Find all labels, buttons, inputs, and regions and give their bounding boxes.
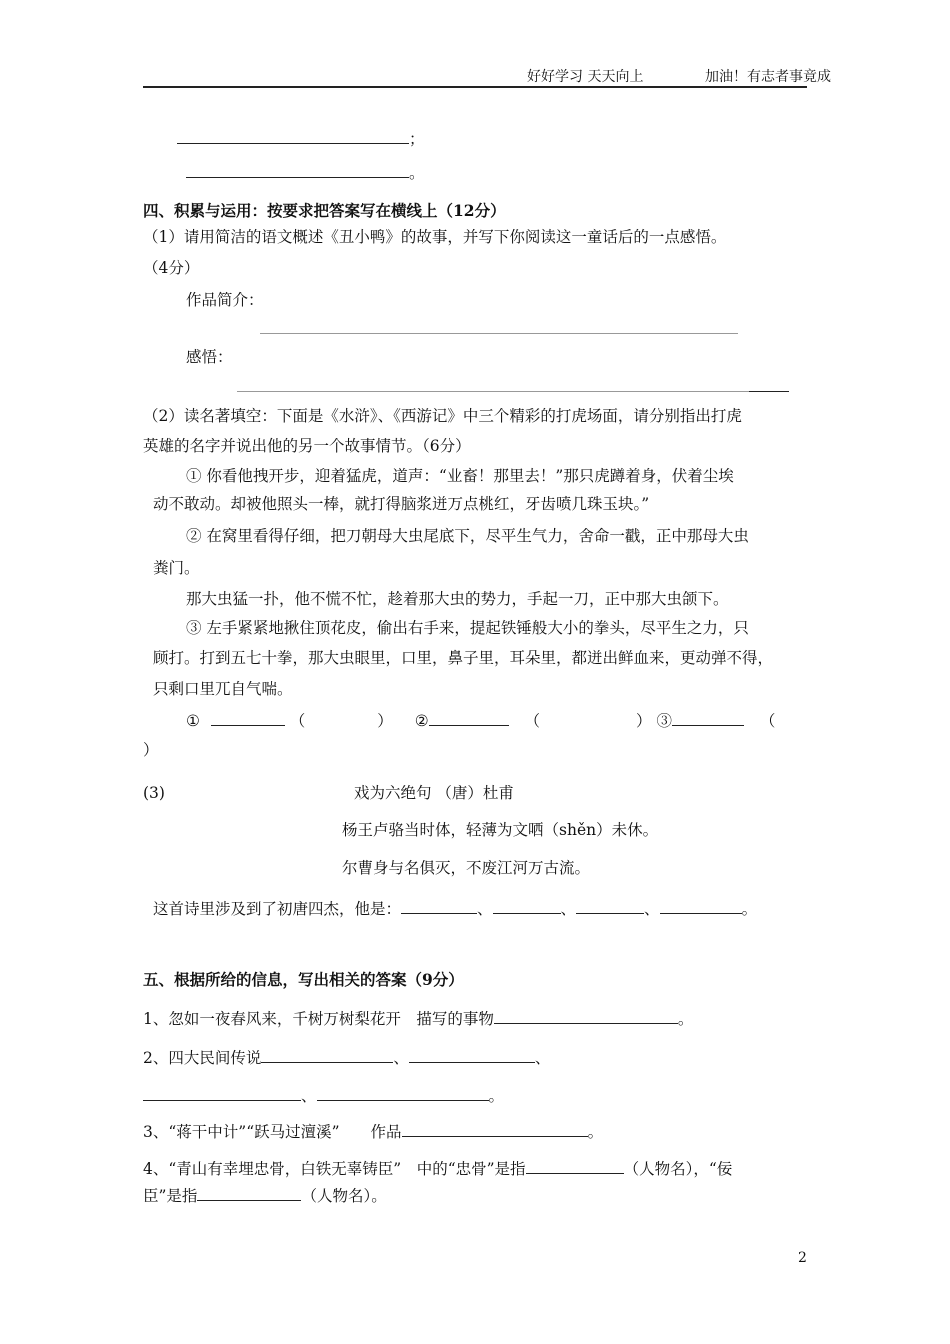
s5-q4-line1: 4、“青山有幸埋忠骨，白铁无辜铸臣” 中的“忠骨”是指 （人物名），“佞 xyxy=(143,1157,732,1179)
q3-blank-2[interactable] xyxy=(493,897,561,914)
q3-blank-4[interactable] xyxy=(660,897,742,914)
s5-q2-blank-4[interactable] xyxy=(317,1084,489,1101)
passage3-line1: ③ 左手紧紧地揪住顶花皮，偷出右手来，提起铁锤般大小的拳头，尽平生之力，只 xyxy=(186,619,749,637)
q1-line1: （1）请用简洁的语文概述《丑小鸭》的故事，并写下你阅读这一童话后的一点感悟。 xyxy=(143,228,727,246)
q1-feel-answer-line[interactable] xyxy=(237,391,749,392)
s5-q4-blank-1[interactable] xyxy=(526,1157,624,1174)
passage2-line3: 那大虫猛一扑，他不慌不忙，趁着那大虫的势力，手起一刀，正中那大虫颌下。 xyxy=(186,590,729,608)
s5-q2-blank-3[interactable] xyxy=(143,1084,301,1101)
q1-intro-label: 作品简介： xyxy=(186,291,264,309)
q1-intro-answer-line[interactable] xyxy=(260,333,738,334)
passage3-line3: 只剩口里兀自气喘。 xyxy=(153,680,293,698)
s5-q1: 1、忽如一夜春风来，千树万树梨花开 描写的事物 。 xyxy=(143,1007,693,1029)
poem-title: 戏为六绝句 （唐）杜甫 xyxy=(354,784,514,802)
s5-q2-blank-2[interactable] xyxy=(409,1046,535,1063)
header-rule xyxy=(143,86,807,88)
q2-line1: （2）读名著填空：下面是《水浒》、《西游记》中三个精彩的打虎场面，请分别指出打虎 xyxy=(143,407,742,425)
passage1-line2: 动不敢动。却被他照头一棒，就打得脑浆迸万点桃红，牙齿喷几珠玉块。” xyxy=(153,495,650,513)
s5-q2-cont: 、 。 xyxy=(143,1084,504,1106)
q1-line2: （4分） xyxy=(143,259,200,277)
q1-feel-answer-line-end xyxy=(749,391,789,392)
header-left: 好好学习 天天向上 xyxy=(527,69,644,85)
q3-blank-3[interactable] xyxy=(576,897,644,914)
answer-row-close-paren: ） xyxy=(143,741,159,759)
q1-feel-label: 感悟： xyxy=(186,348,233,366)
s5-q2-blank-1[interactable] xyxy=(261,1046,393,1063)
answer-3-blank[interactable] xyxy=(672,709,744,726)
answer-row: ① （ ） ② （ ） ③ （ xyxy=(186,709,775,731)
s5-q4-line2: 臣”是指 （人物名）。 xyxy=(143,1184,387,1206)
passage1-line1: ① 你看他拽开步，迎着猛虎，道声：“业畜！那里去！”那只虎蹲着身，伏着尘埃 xyxy=(186,467,734,485)
top-blank-1: ； xyxy=(177,127,425,149)
q2-line2: 英雄的名字并说出他的另一个故事情节。（6分） xyxy=(143,437,471,455)
passage3-line2: 顾打。打到五七十拳，那大虫眼里，口里，鼻子里，耳朵里，都迸出鲜血来，更动弹不得， xyxy=(153,649,774,667)
page-number: 2 xyxy=(798,1250,807,1266)
q3-blank-1[interactable] xyxy=(401,897,477,914)
passage2-line1: ② 在窝里看得仔细，把刀朝母大虫尾底下，尽平生气力，舍命一戳，正中那母大虫 xyxy=(186,527,749,545)
poem-line1: 杨王卢骆当时体，轻薄为文哂（shěn）未休。 xyxy=(342,821,659,839)
section5-title: 五、根据所给的信息，写出相关的答案（9分） xyxy=(143,970,464,989)
s5-q2: 2、四大民间传说 、 、 xyxy=(143,1046,550,1068)
s5-q1-blank[interactable] xyxy=(494,1007,678,1024)
q3-question: 这首诗里涉及到了初唐四杰，他是： 、 、 、 。 xyxy=(153,897,757,919)
top-blank-2: 。 xyxy=(186,161,425,183)
answer-2-blank[interactable] xyxy=(429,709,509,726)
poem-line2: 尔曹身与名俱灭，不废江河万古流。 xyxy=(342,859,591,877)
passage2-line2: 粪门。 xyxy=(153,559,200,577)
s5-q3-blank[interactable] xyxy=(402,1120,588,1137)
s5-q3: 3、“蒋干中计”“跃马过澶溪” 作品 。 xyxy=(143,1120,603,1142)
answer-1-blank[interactable] xyxy=(211,709,285,726)
section4-title: 四、积累与运用：按要求把答案写在横线上（12分） xyxy=(143,201,506,220)
s5-q4-blank-2[interactable] xyxy=(197,1184,301,1201)
header-right: 加油！有志者事竟成 xyxy=(705,69,831,85)
q3-number: (3) xyxy=(143,784,165,802)
